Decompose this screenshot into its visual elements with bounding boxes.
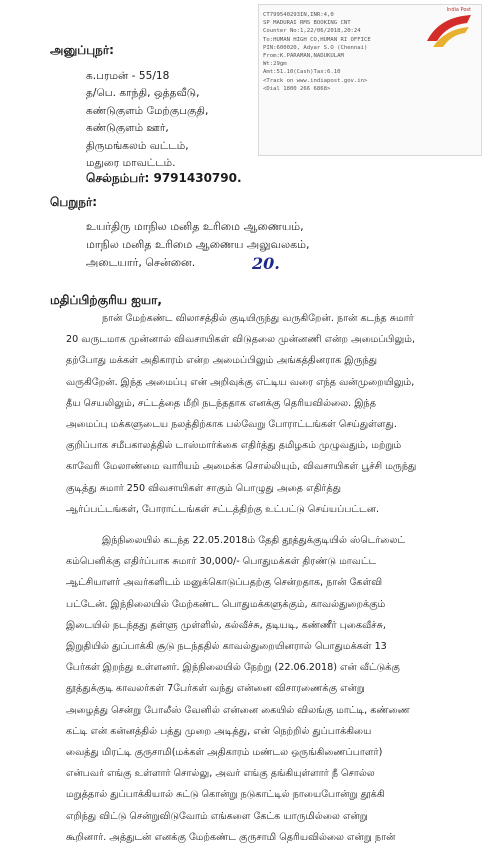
paragraph-line: எறிந்து விட்டு சென்றுவிடுவோம் எங்களை கேட்க யாருமில்லை என்று <box>66 810 368 822</box>
sender-address <box>86 68 208 172</box>
receipt-line: To:HUMAN HIGH CO,HUMAN RI OFFICE <box>263 36 371 43</box>
paragraph-2 <box>66 530 464 848</box>
sender-address-line: த/பெ. காந்தி, ஒத்தவீடு, <box>86 87 200 100</box>
receipt-line: SP MADURAI RMS BOOKING CNT <box>263 20 351 27</box>
recipient-address-line: மாநில மனித உரிமை ஆணைய அலுவலகம், <box>86 238 310 251</box>
paragraph-line: வைத்து மிரட்டி குருசாமி(மக்கள் அதிகாரம் மண்டல ஒருங்கிணைப்பாளர்) <box>66 747 383 759</box>
paragraph-line: அழைத்து சென்று போலீஸ் வேனில் என்னை கையில் விலங்கு மாட்டி, கண்ணை <box>66 704 410 716</box>
receipt-line: <Dial 1800 266 6868> <box>263 85 331 92</box>
sender-address-line: மதுரை மாவட்டம். <box>86 157 176 170</box>
paragraph-line: ஆர்ப்பட்டங்கள், போராட்டங்கள் சட்டத்திற்கு உட்பட்டு செய்யப்பட்டன. <box>66 503 380 515</box>
india-post-logo-icon <box>423 11 475 51</box>
paragraph-line: வருகிறேன். இந்த அமைப்பு என் அறிவுக்கு எட்டிய வரை எந்த வன்முறையிலும், <box>66 376 415 388</box>
paragraph-line: இறுதியில் துப்பாக்கி சூடு நடந்ததில் காவல்துறையினரால் பொதுமக்கள் 13 <box>66 641 387 653</box>
logo-text: India Post <box>446 7 471 13</box>
paragraph-line: அமைப்பு மக்களுடைய நலத்திற்காக பல்வேறு போராட்டங்கள் செய்துள்ளது. <box>66 419 397 431</box>
sender-address-line: கண்டுகுளம் ஊர், <box>86 122 169 135</box>
receipt-line: CT799540293IN,INR:4,0 <box>263 12 334 18</box>
paragraph-line: தீய செயலிலும், சட்டத்தை மீறி நடந்ததாக எனக்கு தெரியவில்லை. இந்த <box>66 397 376 409</box>
paragraph-line: குறிப்பாக சமீபகாலத்தில் டாஸ்மார்க்கை எதிர்த்து தமிழகம் முழுவதும், மற்றும் <box>66 440 402 452</box>
paragraph-line: காவேரி மேலாண்மை வாரியம் அமைக்க சொல்லியும், விவசாயிகள் பூச்சி மருந்து <box>66 461 417 473</box>
paragraph-line: இந்நிலையில் கடந்த 22.05.2018ம் தேதி தூத்துக்குடியில் ஸ்டெர்லைட் <box>102 535 406 546</box>
sender-address-line: கண்டுகுளம் மேற்குபகுதி, <box>86 104 209 117</box>
sender-address-line: திருமங்கலம் வட்டம், <box>86 139 189 152</box>
paragraph-line: நான் மேற்கண்ட விலாசத்தில் குடியிருந்து வருகிறேன். நான் கடந்த சுமார் <box>102 313 414 324</box>
paragraph-line: கட்டி என் கன்னத்தில் பத்து முறை அடித்து, என் நெற்றில் துப்பாக்கியை <box>66 725 372 737</box>
paragraph-line: தூத்துக்குடி காவலர்கள் 7பேர்கள் வந்து என்னை விசாரணைக்கு என்று <box>66 683 365 695</box>
paragraph-line: தற்போது மக்கள் அதிகாரம் என்ற அமைப்பிலும் அங்கத்தினராக இருந்து <box>66 355 378 367</box>
paragraph-line: இடையில் நடந்தது தள்ளு முள்ளில், கல்வீச்சு, தடியடி, கண்ணீர் புகைவீச்சு, <box>66 619 386 631</box>
salutation: மதிப்பிற்குரிய ஐயா, <box>50 293 162 307</box>
receipt-line: Counter No:1,22/06/2018,20:24 <box>263 28 361 35</box>
receipt-line: <Track on www.indiapost.gov.in> <box>263 77 368 84</box>
recipient-address-line: அடையார், சென்னை. <box>86 256 196 269</box>
receipt-text <box>263 11 423 93</box>
paragraph-line: ஆட்சியாளர் அவர்களிடம் மனுக்கொடுப்பதற்கு சென்றதாக, நான் கேள்வி <box>66 577 383 589</box>
sender-label: அனுப்புநர்: <box>50 43 114 57</box>
sender-phone: செல்நம்பர்: 9791430790. <box>86 171 242 185</box>
sender-address-line: க.பரமன் - 55/18 <box>86 70 170 82</box>
recipient-label: பெறுநர்: <box>50 195 98 209</box>
paragraph-line: என்பவர் எங்கு உள்ளார் சொல்லு, அவர் எங்கு தங்கியுள்ளார் நீ சொல்ல <box>66 768 375 780</box>
receipt-line: PIN:600020, Adyar S.O (Chennai) <box>263 44 368 51</box>
paragraph-line: 20 வருடமாக முன்னால் விவசாயிகள் விடுதலை முன்னணி என்ற அமைப்பிலும், <box>66 334 416 346</box>
receipt-line: Wt:29gm <box>263 61 287 68</box>
paragraph-line: மறுத்தால் துப்பாக்கியால் சுட்டு கொன்று நடுகாட்டில் நாயைபோன்று தூக்கி <box>66 789 385 801</box>
receipt-line: Amt:51.10(Cash)Tax:6.10 <box>263 69 341 76</box>
paragraph-line: கம்பெனிக்கு எதிர்ப்பாக சுமார் 30,000/- பொதுமக்கள் திரண்டு மாவட்ட <box>66 556 377 568</box>
postal-receipt <box>258 4 482 156</box>
paragraph-1 <box>66 308 464 520</box>
receipt-line: From:K.PARAMAN,NADUKULAM <box>263 53 344 60</box>
recipient-address-line: உயர்திரு மாநில மனித உரிமை ஆணையம், <box>86 220 304 233</box>
handwritten-note: 20. <box>252 254 280 273</box>
paragraph-line: குடித்து சுமார் 250 விவசாயிகள் சாகும் பொழுது அதை எதிர்த்து <box>66 482 342 494</box>
paragraph-line: பேர்கள் இறந்து உள்ளனர். இந்நிலையில் நேற்று (22.06.2018) என் வீட்டுக்கு <box>66 662 400 674</box>
paragraph-line: பட்டேன். இந்நிலையில் மேற்கண்ட பொதுமக்களுக்கும், காவல்துறைக்கும் <box>66 598 386 610</box>
paragraph-line: கூறினார். அத்துடன் எனக்கு மேற்கண்ட குருசாமி தெரியவில்லை என்று நான் <box>66 831 396 843</box>
